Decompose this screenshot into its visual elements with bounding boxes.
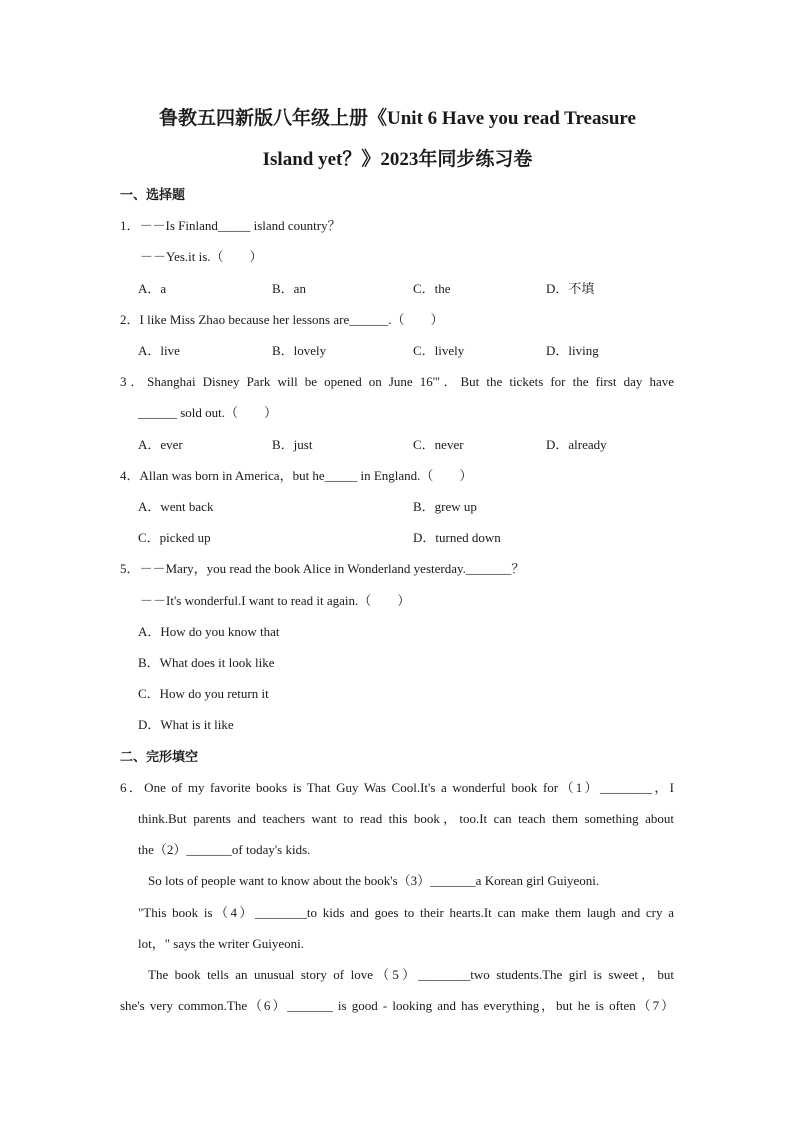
question-1-option-c: C．the: [413, 281, 451, 296]
document-title-line-1: 鲁教五四新版八年级上册《Unit 6 Have you read Treasure: [159, 108, 636, 129]
question-5-option-d: D．What is it like: [138, 717, 234, 732]
question-5-option-c: C．How do you return it: [138, 686, 269, 701]
question-3-option-c: C．never: [413, 437, 464, 452]
cloze-paragraph-4-line-1: The book tells an unusual story of love（5）________two students.The girl is sweet，but: [148, 967, 674, 982]
question-1-option-d: D．不填: [546, 281, 595, 296]
cloze-paragraph-1-line-1: 6．One of my favorite books is That Guy Was Cool.It's a wonderful book for（1）________，I: [120, 780, 674, 795]
document-title-line-2: Island yet？》2023年同步练习卷: [262, 149, 533, 170]
question-4-option-a: A．went back: [138, 499, 214, 514]
question-2-option-d: D．living: [546, 343, 599, 358]
question-2-option-c: C．lively: [413, 343, 465, 358]
section-heading-multiple-choice: 一、选择题: [120, 187, 186, 202]
question-2-stem: 2．I like Miss Zhao because her lessons are______.（ ）: [120, 312, 444, 327]
question-3-stem-line-2: ______ sold out.（ ）: [138, 405, 278, 420]
question-5-response: －－It's wonderful.I want to read it again.（ ）: [140, 593, 411, 608]
question-5-option-b: B．What does it look like: [138, 655, 275, 670]
question-3-option-a: A．ever: [138, 437, 183, 452]
question-1-option-b: B．an: [272, 281, 306, 296]
question-3-stem-line-1: 3．Shanghai Disney Park will be opened on June 16'''．But the tickets for the first day have: [120, 374, 674, 389]
cloze-paragraph-2: So lots of people want to know about the book's（3）_______a Korean girl Guiyeoni.: [148, 873, 600, 888]
cloze-paragraph-1-line-3: the（2）_______of today's kids.: [138, 842, 311, 857]
question-5-option-a: A．How do you know that: [138, 624, 280, 639]
cloze-paragraph-4-line-2: she's very common.The（6）_______ is good - looking and has everything，but he is often（7）: [120, 998, 674, 1013]
question-4-option-b: B．grew up: [413, 499, 477, 514]
section-heading-cloze: 二、完形填空: [120, 749, 199, 764]
question-5-stem: 5．－－Mary，you read the book Alice in Wonderland yesterday._______？: [120, 561, 525, 576]
question-1-response: －－Yes.it is.（ ）: [140, 249, 263, 264]
cloze-paragraph-3-line-2: lot，" says the writer Guiyeoni.: [138, 936, 304, 951]
question-2-option-b: B．lovely: [272, 343, 327, 358]
question-4-option-c: C．picked up: [138, 530, 211, 545]
question-3-option-d: D．already: [546, 437, 607, 452]
question-2-option-a: A．live: [138, 343, 180, 358]
question-4-option-d: D．turned down: [413, 530, 501, 545]
cloze-paragraph-3-line-1: "This book is（4）________to kids and goes to their hearts.It can make them laugh and cry a: [138, 905, 674, 920]
question-3-option-b: B．just: [272, 437, 313, 452]
cloze-paragraph-1-line-2: think.But parents and teachers want to read this book，too.It can teach them something about: [138, 811, 674, 826]
question-4-stem: 4．Allan was born in America，but he_____ in England.（ ）: [120, 468, 473, 483]
question-1-option-a: A．a: [138, 281, 167, 296]
question-1-stem: 1．－－Is Finland_____ island country？: [120, 218, 341, 233]
